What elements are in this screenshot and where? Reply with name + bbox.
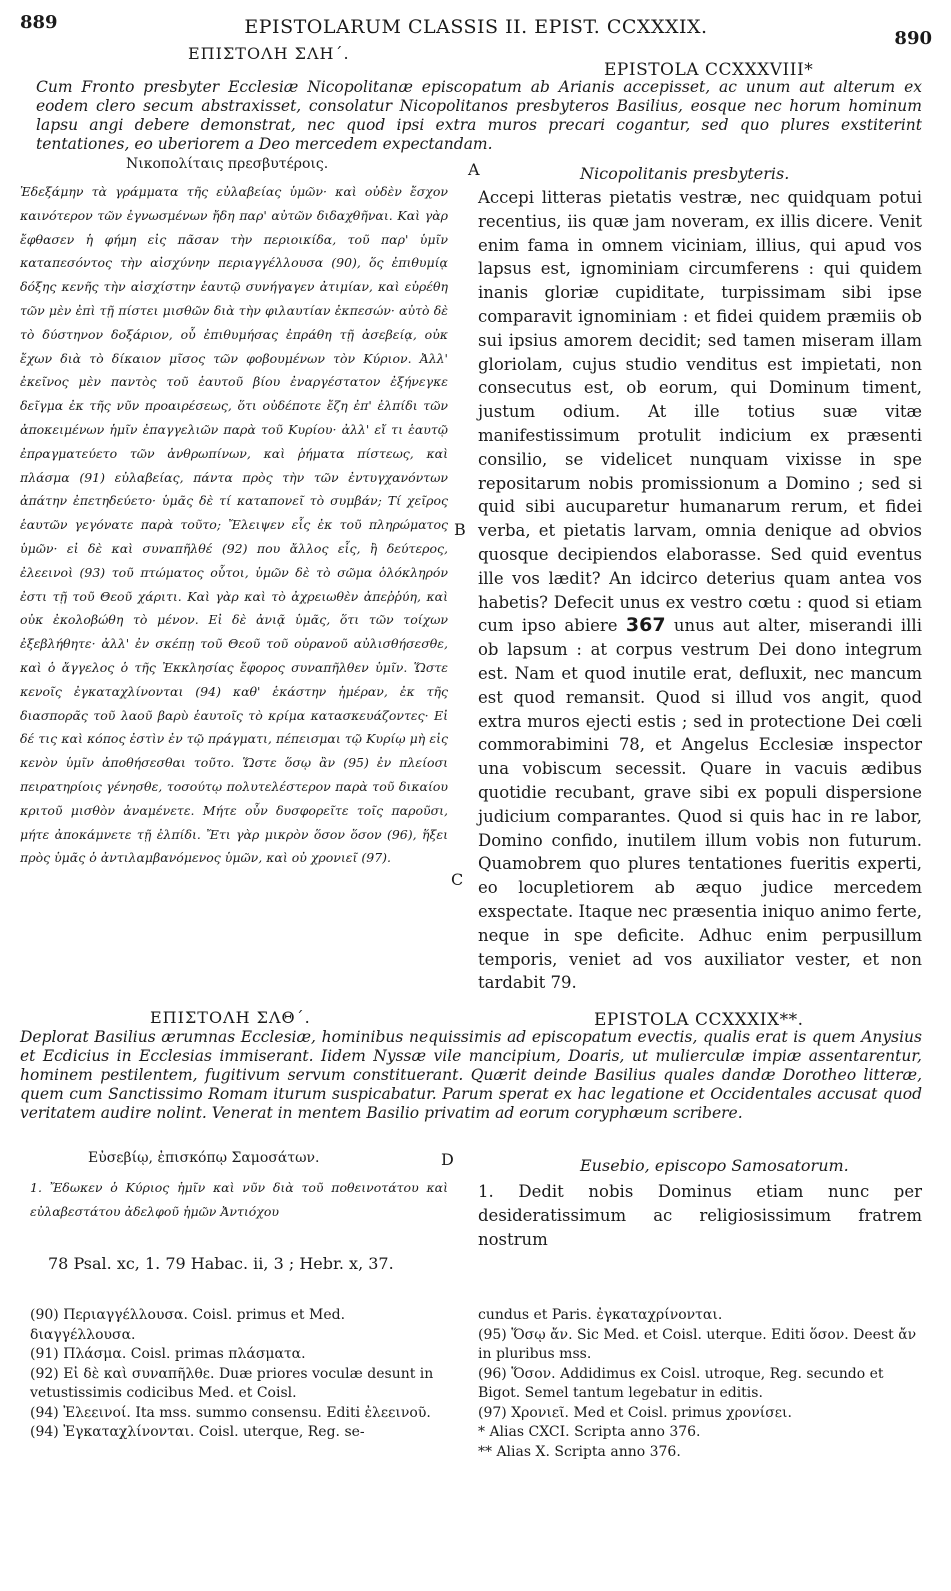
page-number-left: 889 xyxy=(20,12,58,33)
footnotes-right xyxy=(478,1306,922,1462)
inline-page-number: 367 xyxy=(625,614,666,637)
footnote: (90) Περιαγγέλλουσα. Coisl. primus et Med. διαγγέλλουσα. xyxy=(30,1307,346,1343)
margin-letter-a: A xyxy=(468,160,480,179)
greek-text-238: Ἐδεξάμην τὰ γράμματα τῆς εὐλαβείας ὑμῶν· καὶ οὐδὲν ἔσχον καινότερον τῶν ἐγνωσμένων ἤδη παρ' αὐτῶν διδαχθῆναι. Καὶ γὰρ ἔφθασεν ἡ φήμη εἰς πᾶσαν τὴν περιοικίδα, τοῦ παρ' ὑμῖν καταπεσόντος τὴν αἰσχύνην περιαγγέλλουσα (90), ὅς ἐπιθυμίᾳ δόξης κενῆς τὴν αἰσχίστην ἑαυτῷ συνήγαγεν ἀτιμίαν, καὶ εὑρέθη τῶν μὲν ἐπὶ τῇ πίστει μισθῶν διὰ τὴν φιλαυτίαν ἐκπεσών· αὐτὸ δὲ τὸ δύστηνον δοξάριον, οὗ ἐπιθυμήσας ἐπράθη τῇ ἀσεβείᾳ, οὐκ ἔχων διὰ τὸ δίκαιον μῖσος τῶν φοβουμένων τὸν Κύριον. Ἀλλ' ἐκεῖνος μὲν παντὸς τοῦ ἑαυτοῦ βίου ἐναργέστατον ἐξήνεγκε δεῖγμα ἐκ τῆς νῦν προαιρέσεως, ὅτι οὐδέποτε ἔζη ἐπ' ἐλπίδι τῶν ἀποκειμένων ἡμῖν ἐπαγγελιῶν παρὰ τοῦ Κυρίου· ἀλλ' εἴ τι ἑαυτῷ ἐπραγματεύετο τῶν ἀνθρωπίνων, καὶ ῥήματα πίστεως, καὶ πλάσμα (91) εὐλαβείας, πάντα πρὸς τὴν τῶν ἐντυγχανόντων ἀπάτην ἐπετηδεύετο· ὑμᾶς δὲ τί καταπονεῖ τὸ συμβάν; Τί χεῖρος ἑαυτῶν γεγόνατε παρὰ τοῦτο; Ἔλειψεν εἷς ἐκ τοῦ πληρώματος ὑμῶν· εἰ δὲ καὶ συναπῆλθέ (92) που ἄλλος εἷς, ἢ δεύτερος, ἐλεεινοὶ (93) τοῦ πτώματος οὗτοι, ὑμῶν δὲ τὸ σῶμα ὁλόκληρόν ἐστι τῇ τοῦ Θεοῦ χάριτι. Καὶ γὰρ καὶ τὸ ἀχρειωθὲν ἀπεῤῥύη, καὶ οὐκ ἐκολοβώθη τὸ μένον. Εἰ δὲ ἀνιᾷ ὑμᾶς, ὅτι τῶν τοίχων ἐξεβλήθητε· ἀλλ' ἐν σκέπῃ τοῦ Θεοῦ τοῦ οὐρανοῦ αὐλισθήσεσθε, καὶ ὁ ἄγγελος ὁ τῆς Ἐκκλησίας ἔφορος συναπῆλθεν ὑμῖν. Ὥστε κενοῖς ἐγκαταχλίνονται (94) καθ' ἑκάστην ἡμέραν, ἐκ τῆς διασπορᾶς τοῦ λαοῦ βαρὺ ἑαυτοῖς τὸ κρίμα κατασκευάζοντες· Εἰ δέ τις καὶ κόπος ἐστὶν ἐν τῷ πράγματι, πέπεισμαι τῷ Κυρίῳ μὴ εἰς κενὸν ὑμῖν ἀποθήσεσθαι τοῦτο. Ὥστε ὅσῳ ἂν (95) ἐν πλείοσι πειρατηρίοις γένησθε, τοσούτῳ πολυτελέστερον παρὰ τοῦ δικαίου κριτοῦ μισθὸν ἀναμένετε. Μήτε οὖν δυσφορεῖτε τοῖς παροῦσι, μήτε ἀποκάμνετε τῇ ἐλπίδι. Ἔτι γὰρ μικρὸν ὅσον ὅσον (96), ἥξει πρὸς ὑμᾶς ὁ ἀντιλαμβανόμενος ὑμῶν, καὶ οὐ χρονιεῖ (97). xyxy=(20,184,448,866)
latin-text-238-part-a: Accepi litteras pietatis vestræ, nec quidquam potui recentius, iis quæ jam noveram, ex illis dicere. Venit enim fama in omnem viciniam, illius, qui apud vos lapsus est, ignominiam circumferens : qui quidem inanis gloriæ cupiditate, turpissimam sibi ipse comparavit ignominiam : et fidei quidem præmiis ob sui ipsius amorem decidit; sed tamen miseram illam gloriolam, cujus studio venditus est impietati, non consecutus est, ob eorum, qui Dominum timent, justum odium. At ille totius suæ vitæ manifestissimum protulit indicium ex præsenti consilio, se videlicet nunquam vixisse in spe repositarum nobis promissionum a Domino ; sed si quid sibi aucuparetur humanarum rerum, et fidei verba, et pietatis larvam, omnia denique ad obvios quosque decipiendos elaborasse. Sed quid eventus ille vos lædit? An idcirco deterius quam antea vos habetis? Defecit unus ex vestro cœtu : quod si etiam cum ipso abiere xyxy=(478,188,922,636)
footnote: cundus et Paris. ἐγκαταχρίνονται. xyxy=(478,1307,723,1323)
greek-address-238: Νικοπολίταις πρεσβυτέροις. xyxy=(126,156,329,172)
footnote: ** Alias X. Scripta anno 376. xyxy=(478,1443,681,1460)
latin-text-238-part-b: unus aut alter, miserandi illi ob lapsum : at corpus vestrum Dei dono integrum est. Nam et quod inutile erat, defluxit, nec mancum est quod remansit. Quod si illud vos angit, quod extra muros ejecti estis ; sed in protectione Dei cœli commorabimini 78, et Angelus Ecclesiæ inspector una vobiscum secessit. Quare in vacuis ædibus quotidie recubant, grave sibi ex populi dispersione judicium comparantes. Quod si quis hac in re labor, Domino confido, inutilem illum vobis non futurum. Quamobrem quo plures tentationes fueritis experti, eo locupletiorem ab æquo judice mercedem exspectate. Itaque nec præsentia iniquo animo ferte, neque in spe deficite. Adhuc enim perpusillum temporis, veniet ad vos auxiliator vester, et non tardabit 79. xyxy=(478,616,922,993)
footnote: (92) Εἰ δὲ καὶ συναπῆλθε. Duæ priores voculæ desunt in vetustissimis codicibus Med. et Coisl. xyxy=(30,1365,434,1401)
margin-letter-c: C xyxy=(451,870,464,889)
latin-text-239: 1. Dedit nobis Dominus etiam nunc per desideratissimum ac religiosissimum fratrem nostrum xyxy=(478,1182,922,1249)
latin-letter-title-238: EPISTOLA CCXXXVIII* xyxy=(604,60,814,80)
argument-238: Cum Fronto presbyter Ecclesiæ Nicopolitanæ episcopatum ab Arianis accepisset, ac unum aut alterum ex eodem clero secum abstraxisset, consolatur Nicopolitanos presbyteros Basilius, eosque nec horum hominum lapsu angi debere demonstrat, nec quod ipsi extra muros precari cogantur, sed quo plures exstiterint tentationes, eo uberiorem a Deo mercedem expectandam. xyxy=(36,78,922,153)
latin-address-239: Eusebio, episcopo Samosatorum. xyxy=(580,1156,849,1175)
argument-239: Deplorat Basilius ærumnas Ecclesiæ, hominibus nequissimis ad episcopatum evectis, qualis erat is quem Anysius et Ecdicius in Ecclesias immiserant. Iidem Nyssæ vile mancipium, Doaris, ut mulierculæ impiæ assentarentur, hominem pestilentem, fugitivum servum constituerant. Quærit deinde Basilius quales dandæ Dorotheo litteræ, quem cum Sanctissimo Romam iturum suspicabatur. Parum sperat ex hac legatione et Occidentales accusat quod veritatem audire nolint. Venerat in mentem Basilio privatim ad eorum coryphæum scribere. xyxy=(20,1028,922,1122)
margin-letter-b: B xyxy=(454,520,466,539)
footnote: (97) Χρονιεῖ. Med et Coisl. primus χρονίσει. xyxy=(478,1404,792,1421)
scripture-references: 78 Psal. xc, 1. 79 Habac. ii, 3 ; Hebr. x, 37. xyxy=(48,1254,394,1273)
footnote: (95) Ὅσῳ ἄν. Sic Med. et Coisl. uterque. Editi ὅσον. Deest ἄν in pluribus mss. xyxy=(478,1326,917,1362)
greek-address-239: Εὐσεβίῳ, ἐπισκόπῳ Σαμοσάτων. xyxy=(88,1150,320,1166)
footnote: (96) Ὅσον. Addidimus ex Coisl. utroque, Reg. secundo et Bigot. Semel tantum legebatur in editis. xyxy=(478,1365,884,1401)
footnote: (94) Ἐλεεινοί. Ita mss. summo consensu. Editi ἐλεεινοῦ. xyxy=(30,1404,431,1421)
latin-text-238 xyxy=(478,186,922,995)
greek-letter-title-239: ΕΠΙΣΤΟΛΗ ΣΛΘ΄. xyxy=(150,1008,311,1027)
footnote: (91) Πλάσμα. Coisl. primas πλάσματα. xyxy=(30,1346,306,1362)
latin-address-238: Nicopolitanis presbyteris. xyxy=(580,164,790,183)
latin-letter-title-239: EPISTOLA CCXXXIX**. xyxy=(594,1010,804,1030)
margin-letter-d: D xyxy=(441,1150,454,1169)
footnote: * Alias CXCI. Scripta anno 376. xyxy=(478,1424,701,1440)
page-number-right: 890 xyxy=(894,28,932,49)
running-title: EPISTOLARUM CLASSIS II. EPIST. CCXXXIX. xyxy=(244,16,708,38)
footnote: (94) Ἐγκαταχλίνονται. Coisl. uterque, Reg. se- xyxy=(30,1424,365,1440)
greek-text-239: 1. Ἔδωκεν ὁ Κύριος ἡμῖν καὶ νῦν διὰ τοῦ ποθεινοτάτου καὶ εὐλαβεστάτου ἀδελφοῦ ἡμῶν Ἀντιόχου xyxy=(30,1180,448,1219)
footnotes-left xyxy=(30,1306,448,1443)
greek-letter-title-238: ΕΠΙΣΤΟΛΗ ΣΛΗ΄. xyxy=(188,44,350,63)
page-header xyxy=(20,8,932,48)
